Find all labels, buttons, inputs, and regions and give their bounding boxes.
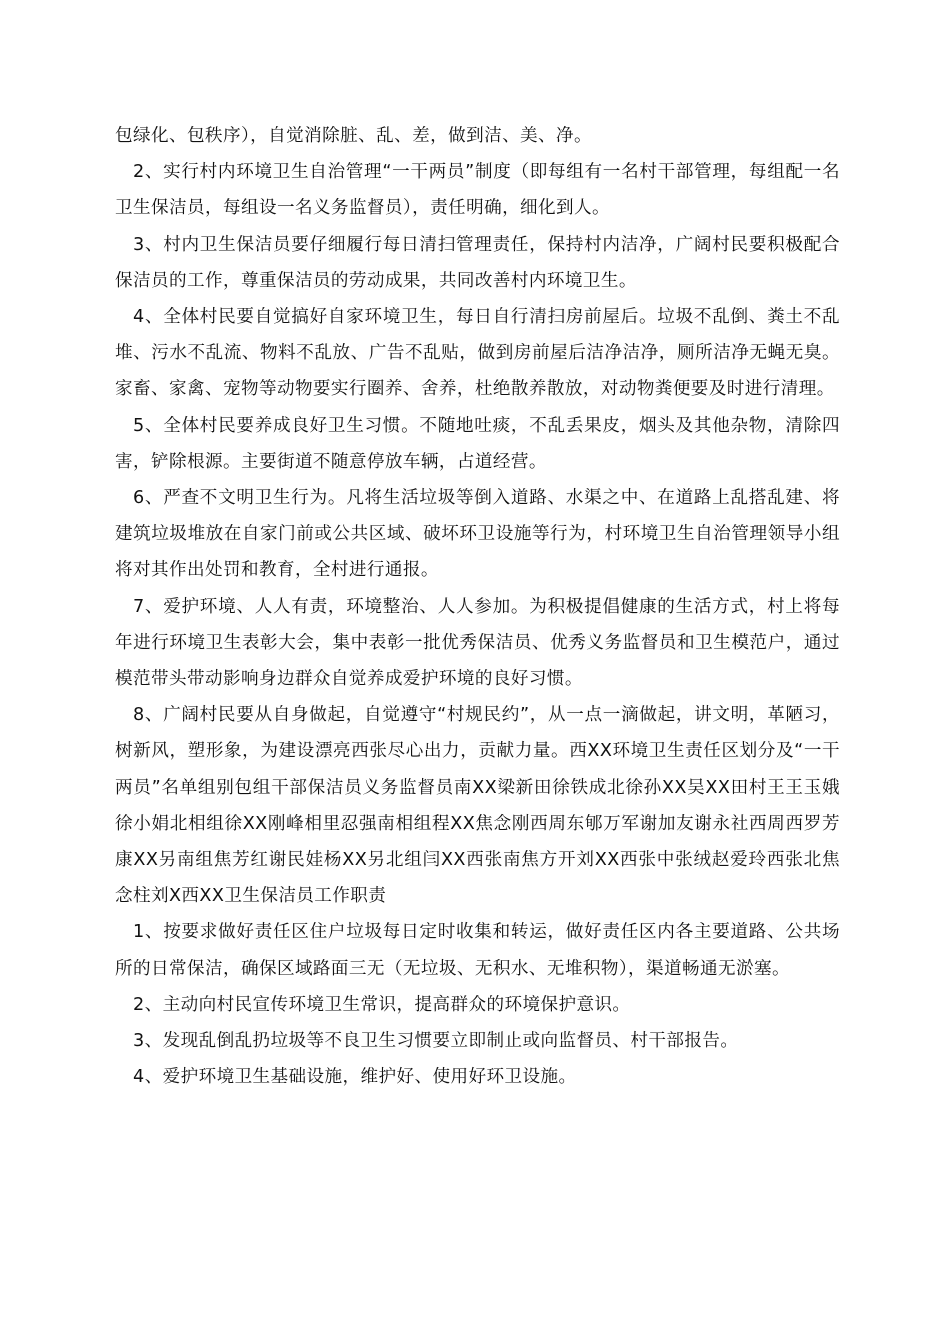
document-body [115,118,840,1095]
paragraph-item-2: 2、实行村内环境卫生自治管理“一干两员”制度（即每组有一名村干部管理，每组配一名卫生保洁员，每组设一名义务监督员），责任明确，细化到人。 [115,162,840,219]
duty-item-3: 3、发现乱倒乱扔垃圾等不良卫生习惯要立即制止或向监督员、村干部报告。 [133,1031,739,1052]
paragraph-item-6: 6、严查不文明卫生行为。凡将生活垃圾等倒入道路、水渠之中、在道路上乱搭乱建、将建筑垃圾堆放在自家门前或公共区域、破坏环卫设施等行为，村环境卫生自治管理领导小组将对其作出处罚和教育，全村进行通报。 [115,488,840,581]
duty-item-2: 2、主动向村民宣传环境卫生常识，提高群众的环境保护意识。 [133,994,631,1015]
paragraph-item-4: 4、全体村民要自觉搞好自家环境卫生，每日自行清扫房前屋后。垃圾不乱倒、粪土不乱堆、污水不乱流、物料不乱放、广告不乱贴，做到房前屋后洁净洁净，厕所洁净无蝇无臭。家畜、家禽、宠物等动物要实行圈养、舍养，杜绝散养散放，对动物粪便要及时进行清理。 [115,307,840,400]
duty-item-4: 4、爱护环境卫生基础设施，维护好、使用好环卫设施。 [133,1067,577,1088]
paragraph-item-3: 3、村内卫生保洁员要仔细履行每日清扫管理责任，保持村内洁净，广阔村民要积极配合保洁员的工作，尊重保洁员的劳动成果，共同改善村内环境卫生。 [115,234,840,291]
paragraph-item-5: 5、全体村民要养成良好卫生习惯。不随地吐痰，不乱丢果皮，烟头及其他杂物，清除四害，铲除根源。主要街道不随意停放车辆，占道经营。 [115,415,840,472]
paragraph-item-7: 7、爱护环境、人人有责，环境整治、人人参加。为积极提倡健康的生活方式，村上将每年进行环境卫生表彰大会，集中表彰一批优秀保洁员、优秀义务监督员和卫生模范户，通过模范带头带动影响身边群众自觉养成爱护环境的良好习惯。 [115,596,840,690]
paragraph-continuation: 包绿化、包秩序），自觉消除脏、乱、差，做到洁、美、净。 [115,126,593,146]
duty-item-1: 1、按要求做好责任区住户垃圾每日定时收集和转运，做好责任区内各主要道路、公共场所的日常保洁，确保区域路面三无（无垃圾、无积水、无堆积物），渠道畅通无淤塞。 [115,922,840,979]
paragraph-item-8: 8、广阔村民要从自身做起，自觉遵守“村规民约”，从一点一滴做起，讲文明，革陋习，树新风，塑形象，为建设漂亮西张尽心出力，贡献力量。西XX环境卫生责任区划分及“一干两员”名单组别包组干部保洁员义务监督员南XX梁新田徐铁成北徐孙XX吴XX田村王王玉娥徐小娟北相组徐XX刚峰相里忍强南相组程XX焦念刚西周东郇万军谢加友谢永社西周西罗芳康XX另南组焦芳红谢民娃杨XX另北组闫XX西张南焦方开刘XX西张中张绒赵爱玲西张北焦念柱刘X西XX卫生保洁员工作职责 [115,705,840,907]
